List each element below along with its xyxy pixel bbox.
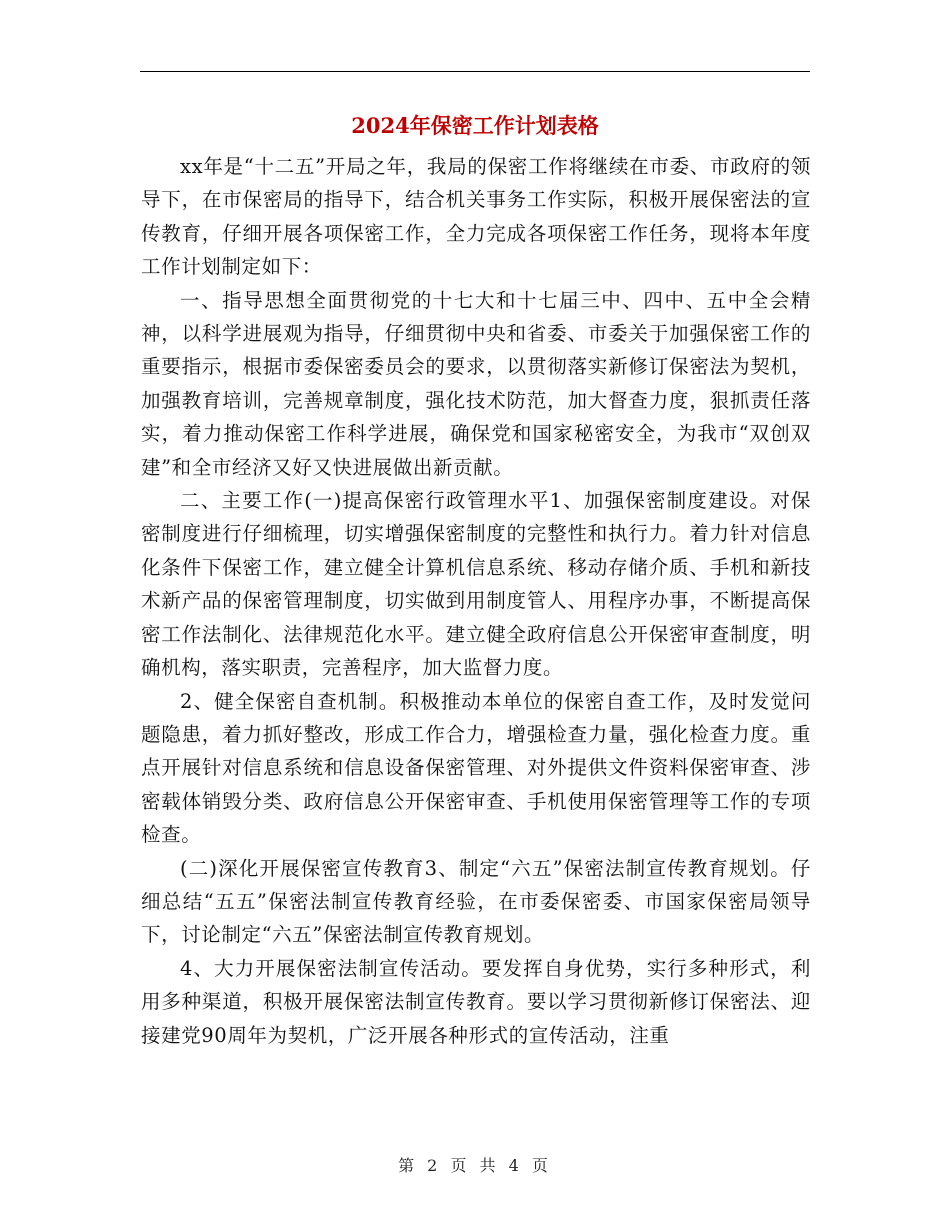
document-title: 2024年保密工作计划表格 — [351, 113, 599, 138]
paragraph-education-plan: (二)深化开展保密宣传教育3、制定“六五”保密法制宣传教育规划。仔细总结“五五”保密法制宣传教育经验，在市委保密委、市国家保密局领导下，讨论制定“六五”保密法制宣传教育规划。 — [141, 856, 811, 947]
paragraph-publicity: 4、大力开展保密法制宣传活动。要发挥自身优势，实行多种形式，利用多种渠道，积极开展保密法制宣传教育。要以学习贯彻新修订保密法、迎接建党90周年为契机，广泛开展各种形式的宣传活动，注重 — [141, 956, 811, 1047]
document-body — [141, 150, 811, 1052]
paragraph-main-work: 二、主要工作(一)提高保密行政管理水平1、加强保密制度建设。对保密制度进行仔细梳理，切实增强保密制度的完整性和执行力。着力针对信息化条件下保密工作，建立健全计算机信息系统、移动存储介质、手机和新技术新产品的保密管理制度，切实做到用制度管人、用程序办事，不断提高保密工作法制化、法律规范化水平。建立健全政府信息公开保密审查制度，明确机构，落实职责，完善程序，加大监督力度。 — [141, 489, 811, 680]
paragraph-intro: xx年是“十二五”开局之年，我局的保密工作将继续在市委、市政府的领导下，在市保密局的指导下，结合机关事务工作实际，积极开展保密法的宣传教育，仔细开展各项保密工作，全力完成各项保密工作任务，现将本年度工作计划制定如下： — [141, 155, 811, 279]
page-number: 第 2 页 共 4 页 — [398, 1156, 552, 1175]
header-rule — [140, 71, 810, 72]
paragraph-guiding-thought: 一、指导思想全面贯彻党的十七大和十七届三中、四中、五中全会精神，以科学进展观为指导，仔细贯彻中央和省委、市委关于加强保密工作的重要指示，根据市委保密委员会的要求，以贯彻落实新修订保密法为契机，加强教育培训，完善规章制度，强化技术防范，加大督查力度，狠抓责任落实，着力推动保密工作科学进展，确保党和国家秘密安全，为我市“双创双建”和全市经济又好又快进展做出新贡献。 — [141, 288, 811, 479]
paragraph-self-inspection: 2、健全保密自查机制。积极推动本单位的保密自查工作，及时发觉问题隐患，着力抓好整改，形成工作合力，增强检查力量，强化检查力度。重点开展针对信息系统和信息设备保密管理、对外提供文件资料保密审查、涉密载体销毁分类、政府信息公开保密审查、手机使用保密管理等工作的专项检查。 — [141, 689, 811, 847]
